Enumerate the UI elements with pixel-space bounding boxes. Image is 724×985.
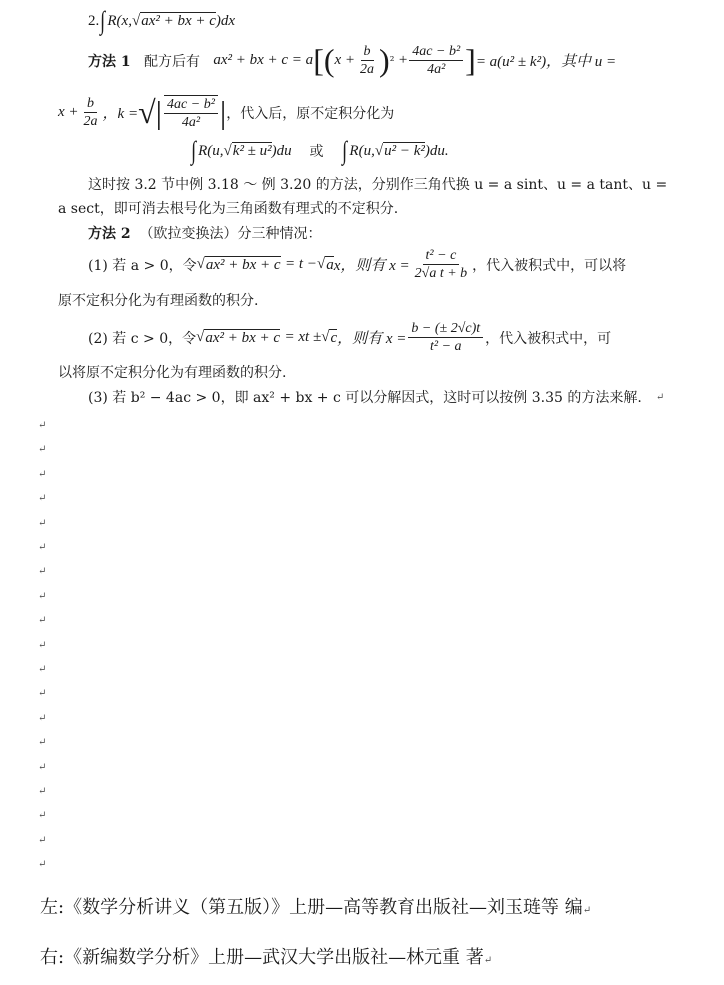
exponent: ²: [389, 53, 395, 68]
fraction: [408, 320, 483, 355]
expr: = t −: [285, 256, 317, 272]
paragraph-mark-icon: ↵: [38, 517, 47, 529]
paragraph-mark-icon: ↵: [38, 786, 47, 797]
denominator: 2√a t + b: [414, 266, 468, 281]
text: (1) 若 a > 0，令: [88, 257, 197, 274]
paragraph-mark-icon: ↵: [582, 905, 592, 916]
text: ，代入后，原不定积分化为: [226, 105, 395, 122]
paragraph-mark-icon: ↵: [38, 859, 47, 871]
numerator: t² − c: [423, 247, 460, 265]
numerator: b: [361, 43, 374, 61]
source-left: [40, 893, 591, 919]
numerator: b: [84, 95, 97, 113]
citation: 右:《新编数学分析》上册—武汉大学出版社—林元重 著: [40, 947, 484, 968]
paragraph-mark-icon: ↵: [38, 639, 47, 651]
text: ，代入被积式中，可: [485, 330, 612, 347]
or-text: 或: [309, 144, 324, 160]
expr: )du: [271, 142, 292, 159]
expr: R(x,: [107, 12, 132, 29]
expr: R(u,: [198, 142, 224, 159]
paragraph-text: a sect，即可消去根号化为三角函数有理式的不定积分.: [58, 201, 399, 217]
paragraph-text: 原不定积分化为有理函数的积分.: [58, 293, 259, 309]
paragraph-mark-icon: ↵: [38, 590, 47, 602]
integral-sign: ∫: [100, 6, 106, 35]
text: 配方后有: [143, 53, 200, 70]
method-label: 方法 1: [88, 53, 131, 70]
fraction: [357, 43, 377, 78]
expr: = xt ±: [284, 329, 322, 345]
expr: x +: [334, 52, 356, 68]
paragraph-mark-icon: ↵: [483, 955, 493, 966]
paragraph-mark-icon: ↵: [38, 566, 47, 578]
case-1: (1) 若 a > 0，令 √ ax² + bx + c = t − √ a x，则有 x = $\frac{\text{t² − c}}{\text{2√a t + b}}$ ，代入被积式中，可以将: [88, 248, 627, 281]
expr: x +: [58, 104, 79, 120]
denominator: 4a²: [427, 62, 446, 77]
expr: )du.: [424, 142, 449, 159]
case-3: [88, 387, 664, 407]
expr: R(u,: [349, 142, 375, 159]
paragraph-text: 以将原不定积分化为有理函数的积分.: [58, 365, 287, 381]
method-1-line: 方法 1 配方后有 ax² + bx + c = a [( x + $\frac{b}{2a}$ ) ² + $\frac{\text{4ac − b²}}{\text{4a²}}$ ] = a(u² ± k²)，其中 u =: [88, 42, 617, 78]
fraction: [409, 43, 463, 78]
method-2-line: [88, 223, 322, 243]
text: ，代入被积式中，可以将: [472, 257, 627, 274]
numerator: b − (± 2√c)t: [408, 320, 483, 338]
text: （欧拉变换法）分三种情况：: [139, 226, 322, 242]
paragraph-mark-icon: ↵: [655, 391, 665, 403]
paragraph-mark-icon: ↵: [38, 615, 47, 627]
plus: +: [398, 52, 408, 68]
numerator: 4ac − b²: [409, 43, 463, 61]
paragraph-mark-icon: ↵: [38, 542, 47, 553]
fraction: [412, 247, 471, 282]
expr-tail: )dx: [215, 12, 236, 29]
fraction: [81, 95, 101, 130]
expr: ，则有 x =: [337, 331, 407, 347]
paragraph-mark-icon: ↵: [38, 444, 47, 456]
paragraph-mark-icon: ↵: [38, 664, 47, 675]
denominator: 2a: [360, 62, 375, 77]
fraction: [164, 95, 218, 131]
radicand: a: [326, 256, 334, 273]
paragraph-mark-icon: ↵: [38, 834, 47, 846]
numerator: 4ac − b²: [164, 96, 218, 114]
item-number: 2.: [88, 12, 100, 29]
paragraph-mark-icon: ↵: [38, 468, 47, 480]
radicand: ax² + bx + c: [205, 256, 281, 273]
paragraph-mark-icon: ↵: [38, 761, 47, 773]
rhs: = a(u² ± k²)，其中 u =: [475, 54, 617, 70]
u-k-definition: x + $\frac{b}{2a}$ ，k = √| $\frac{\text{4ac − b²}}{\text{4a²}}$ | ，代入后，原不定积分化为: [58, 94, 395, 130]
expr: ，k =: [102, 106, 139, 122]
radicand: ax² + bx + c: [205, 329, 281, 346]
radicand: k² ± u²: [232, 143, 272, 159]
item-2-heading: 2. ∫ R(x, √ ax² + bx + c )dx: [88, 6, 236, 35]
paragraph-text: 这时按 3.2 节中例 3.18 ～ 例 3.20 的方法，分别作三角代换 u = a sint、u = a tant、u =: [88, 177, 668, 193]
source-right: [40, 943, 492, 969]
paragraph-mark-icon: ↵: [38, 493, 47, 505]
lhs: ax² + bx + c = a: [213, 52, 314, 68]
paragraph-mark-icon: ↵: [38, 810, 47, 822]
paragraph-mark-icon: ↵: [38, 712, 47, 724]
method-label: 方法 2: [88, 226, 131, 242]
expr: x，则有 x =: [333, 258, 410, 274]
radicand: ax² + bx + c: [141, 13, 216, 29]
case-2: (2) 若 c > 0，令 √ ax² + bx + c = xt ± √ c ，则有 x = $\frac{b - (\pm 2√c)t}{\text{t² − a}}$ ，代入被积式中，可: [88, 321, 612, 354]
denominator: 2a: [83, 114, 98, 129]
citation: 左:《数学分析讲义（第五版）》上册—高等教育出版社—刘玉琏等 编: [40, 897, 583, 918]
paragraph-mark-icon: ↵: [38, 737, 47, 749]
radicand: c: [330, 329, 338, 346]
denominator: 4a²: [181, 114, 201, 130]
paragraph-mark-icon: ↵: [38, 688, 47, 700]
denominator: t² − a: [430, 339, 462, 354]
paragraph-mark-icon: ↵: [38, 420, 47, 431]
text: (3) 若 b² − 4ac > 0，即 ax² + bx + c 可以分解因式，这时可以按例 3.35 的方法来解.: [88, 390, 642, 406]
radicand: u² − k²: [384, 143, 425, 159]
text: (2) 若 c > 0，令: [88, 330, 197, 347]
integral-forms: ∫ R(u, √ k² ± u² )du 或 ∫ R(u, √ u² − k² )du.: [191, 136, 449, 165]
